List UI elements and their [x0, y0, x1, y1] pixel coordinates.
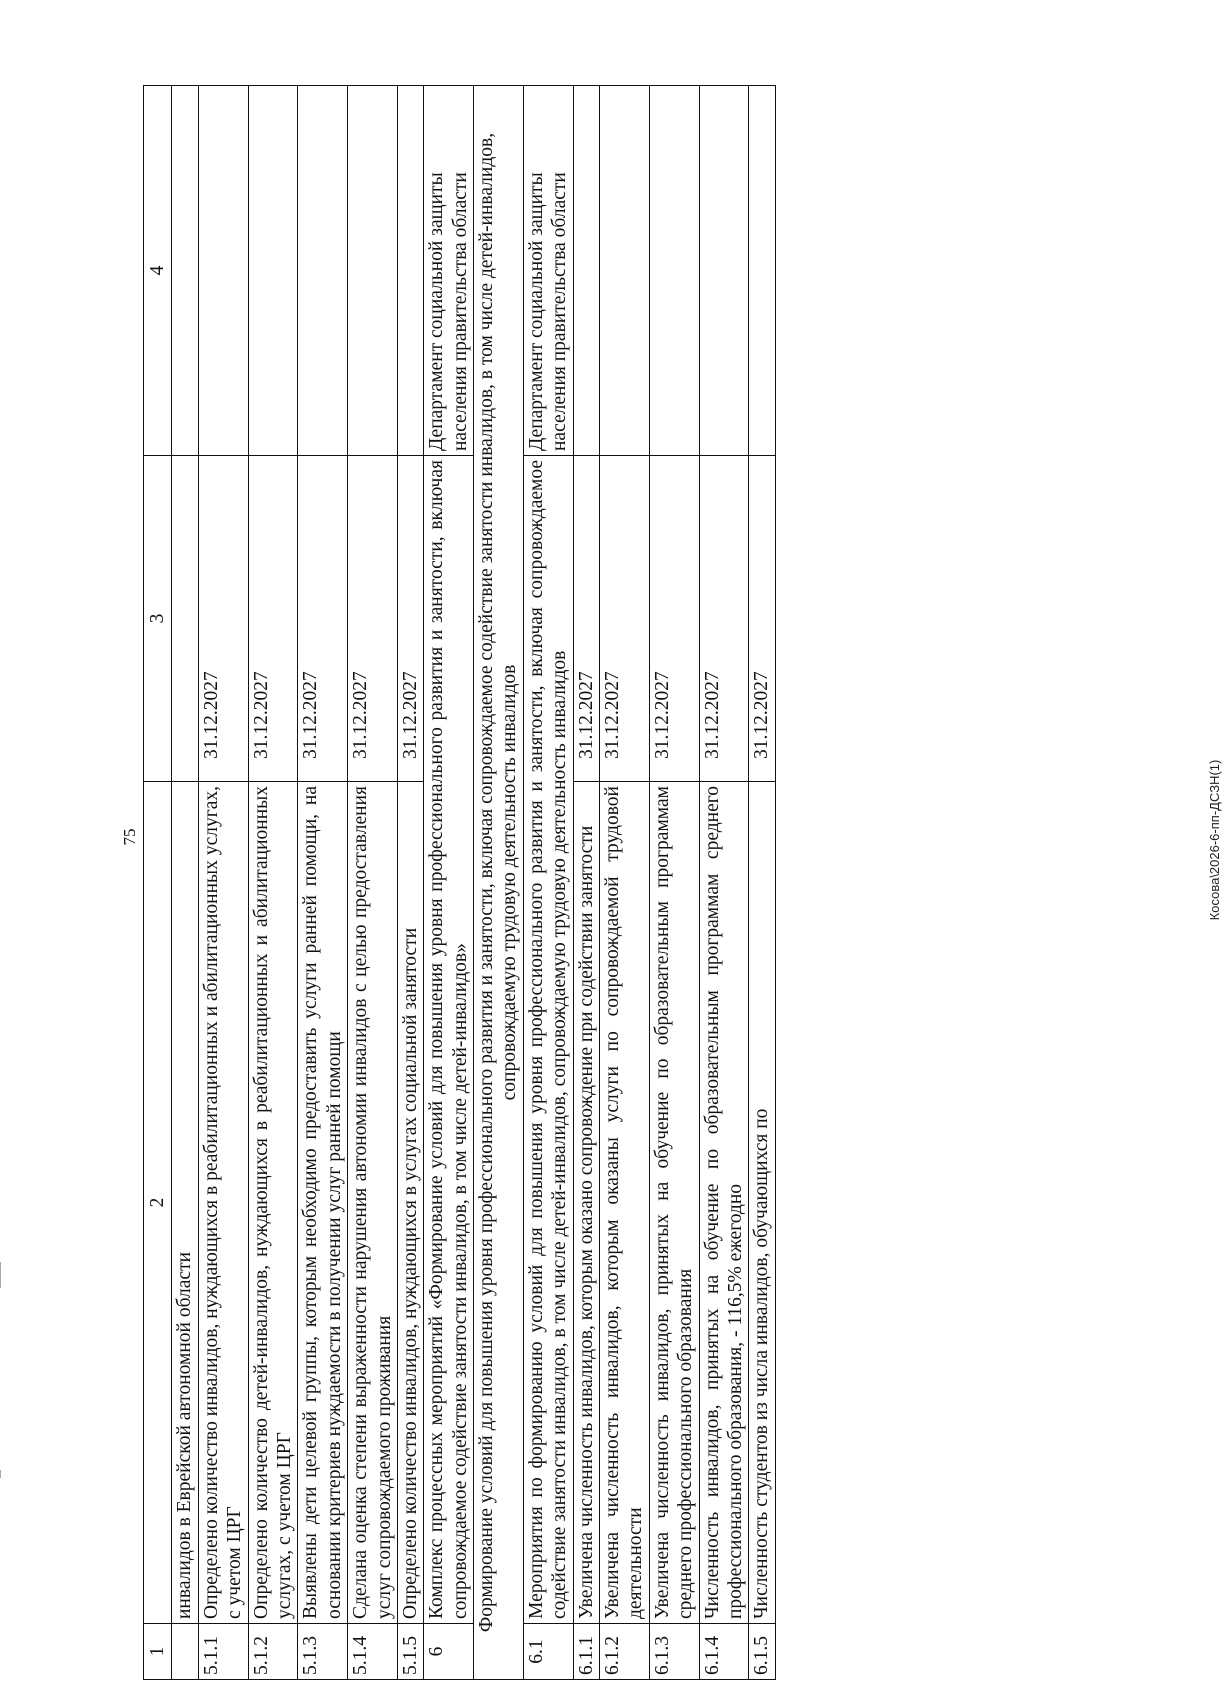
row-number: 6.1.2: [600, 1624, 650, 1680]
complex-row: [424, 86, 474, 1680]
table-row: [348, 86, 398, 1680]
scan-mark: [0, 1470, 1, 1478]
header-cell-1: 1: [144, 1624, 172, 1680]
row-date: 31.12.2027: [298, 456, 348, 782]
section-text: Формирование условий для повышения уровня профессионального развития и занятости, включая сопровождаемое содействие занятости инвалидов, в том числе детей-инвалидов, сопровождаемую трудовую деятельность инвалидов: [474, 86, 524, 1680]
activities-table: [143, 85, 776, 1680]
row-number: 5.1.4: [348, 1624, 398, 1680]
row-org: [573, 86, 599, 456]
row-date: 31.12.2027: [749, 456, 775, 782]
page-number: 75: [120, 828, 139, 846]
header-cell-3: 3: [144, 456, 172, 782]
row-text: Определено количество детей-инвалидов, нуждающихся в реабилитационных и абилитационных услугах, с учетом ЦРГ: [248, 782, 298, 1624]
table-row: [649, 86, 699, 1680]
table-row: [198, 86, 248, 1680]
row-text: Увеличена численность инвалидов, которым оказано сопровождение при содействии занятости: [573, 782, 599, 1624]
row-org: [248, 86, 298, 456]
row-number: 6.1.4: [699, 1624, 749, 1680]
row-org: [397, 86, 423, 456]
complex-text: Мероприятия по формированию условий для повышения уровня профессионального развития и занятости, включая сопровождаемое содействие занятости инвалидов, в том числе детей-инвалидов, сопровождаемую трудовую деятельность инвалидов: [523, 456, 573, 1624]
table-area: [143, 86, 1065, 1680]
table-row: [573, 86, 599, 1680]
row-text: Определено количество инвалидов, нуждающихся в реабилитационных и абилитационных услугах, с учетом ЦРГ: [198, 782, 248, 1624]
table-row: [749, 86, 775, 1680]
row-number: [172, 1624, 198, 1680]
row-text: Выявлены дети целевой группы, которым необходимо предоставить услуги ранней помощи, на основании критериев нуждаемости в получении услуг ранней помощи: [298, 782, 348, 1624]
row-text: Определено количество инвалидов, нуждающихся в услугах социальной занятости: [397, 782, 423, 1624]
row-date: 31.12.2027: [573, 456, 599, 782]
row-number: 5.1.1: [198, 1624, 248, 1680]
row-org: [198, 86, 248, 456]
table-row: [298, 86, 348, 1680]
document-code: Косова\2026-6-пп-ДСЗН(1): [1207, 759, 1222, 921]
header-row: [144, 86, 172, 1680]
row-date: 31.12.2027: [699, 456, 749, 782]
row-org: [699, 86, 749, 456]
row-number: 6.1.1: [573, 1624, 599, 1680]
complex-row: [523, 86, 573, 1680]
row-date: 31.12.2027: [649, 456, 699, 782]
row-text: Численность студентов из числа инвалидов, обучающихся по: [749, 782, 775, 1624]
row-text: Численность инвалидов, принятых на обучение по образовательным программам среднего профессионального образования, - 116,5% ежегодно: [699, 782, 749, 1624]
scan-mark: [0, 1262, 1, 1288]
row-number: 5.1.2: [248, 1624, 298, 1680]
row-date: [172, 456, 198, 782]
complex-org: Департамент социальной защиты населения правительства области: [523, 86, 573, 456]
row-org: [600, 86, 650, 456]
row-number: 6.1.3: [649, 1624, 699, 1680]
row-org: [749, 86, 775, 456]
row-text: инвалидов в Еврейской автономной области: [172, 782, 198, 1624]
header-cell-2: 2: [144, 782, 172, 1624]
complex-text: Комплекс процессных мероприятий «Формирование условий для повышения уровня профессионального развития и занятости, включая сопровождаемое содействие занятости инвалидов, в том числе детей-инвалидов»: [424, 456, 474, 1624]
row-org: [298, 86, 348, 456]
row-date: 31.12.2027: [248, 456, 298, 782]
header-cell-4: 4: [144, 86, 172, 456]
section-row: [474, 86, 524, 1680]
table-row: [248, 86, 298, 1680]
row-org: [649, 86, 699, 456]
row-text: Увеличена численность инвалидов, которым оказаны услуги по сопровождаемой трудовой деятельности: [600, 782, 650, 1624]
row-org: [172, 86, 198, 456]
complex-org: Департамент социальной защиты населения правительства области: [424, 86, 474, 456]
row-date: 31.12.2027: [600, 456, 650, 782]
row-date: 31.12.2027: [198, 456, 248, 782]
row-number: 5.1.3: [298, 1624, 348, 1680]
table-row: [397, 86, 423, 1680]
table-row: [699, 86, 749, 1680]
row-org: [348, 86, 398, 456]
complex-number: 6: [424, 1624, 474, 1680]
row-number: 5.1.5: [397, 1624, 423, 1680]
row-text: Увеличена численность инвалидов, принятых на обучение по образовательным программам среднего профессионального образования: [649, 782, 699, 1624]
row-date: 31.12.2027: [348, 456, 398, 782]
table-row: [172, 86, 198, 1680]
table-row: [600, 86, 650, 1680]
row-date: 31.12.2027: [397, 456, 423, 782]
row-text: Сделана оценка степени выраженности нарушения автономии инвалидов с целью предоставления услуг сопровождаемого проживания: [348, 782, 398, 1624]
row-number: 6.1.5: [749, 1624, 775, 1680]
complex-number: 6.1: [523, 1624, 573, 1680]
